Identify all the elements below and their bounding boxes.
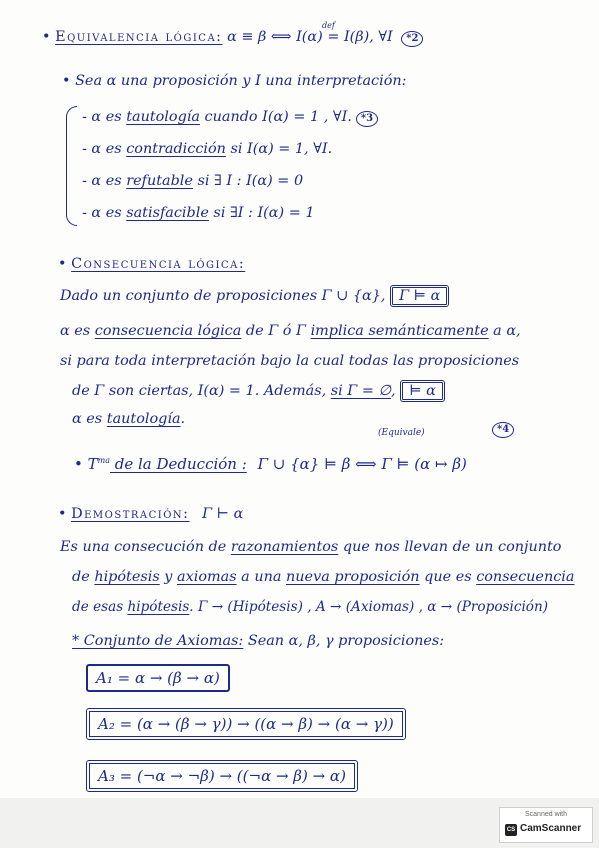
axiom-box: A₂ = (α → (β → γ)) → ((α → β) → (α → γ)) — [86, 708, 406, 740]
demostracion-line-2: de hipótesis y axiomas a una nueva proposición que es consecuencia — [72, 569, 575, 585]
demostracion-heading: • Demostración: Γ ⊢ α — [58, 506, 244, 522]
annotation-mark: *3 — [356, 111, 378, 127]
annotation-mark: *2 — [401, 31, 423, 47]
consecuencia-line-4: de Γ son ciertas, I(α) = 1. Además, si Γ = ∅, ⊨ α — [72, 382, 445, 400]
consecuencia-line-1: Dado un conjunto de proposiciones Γ ∪ {α}, Γ ⊨ α — [60, 287, 449, 305]
consecuencia-line-2: α es consecuencia lógica de Γ ó Γ implica semánticamente a α, — [60, 323, 521, 339]
teorema-line: • $T^{ma}$ de la Deducción : Γ ∪ {α} ⊨ β ⟺ Γ ⊨ (α ↦ β) — [74, 455, 467, 473]
equivalencia-formula: α ≡ β ⟺ I(α) = I(β), ∀I — [227, 29, 393, 45]
boxed-formula: Γ ⊨ α — [390, 285, 449, 307]
camscanner-name: CamScanner — [520, 823, 582, 834]
demostracion-title: Demostración: — [71, 506, 190, 522]
axiomas-heading: * Conjunto de Axiomas: Sean α, β, γ proposiciones: — [72, 633, 445, 649]
consecuencia-line-5: α es tautología. — [72, 411, 186, 427]
interpretacion-intro: • Sea α una proposición y I una interpretación: — [62, 73, 407, 89]
equivalencia-line: • Equivalencia lógica: α ≡ β ⟺ I(α) = I(β), ∀I *2 — [42, 28, 423, 47]
consecuencia-line-3: si para toda interpretación bajo la cual todas las proposiciones — [60, 353, 520, 369]
list-item: - α es tautología cuando I(α) = 1 , ∀I. *3 — [82, 108, 378, 127]
consecuencia-title: Consecuencia lógica: — [71, 256, 246, 272]
def-superscript: def — [322, 21, 335, 30]
equivale-note: (Equivale) — [378, 428, 425, 438]
camscanner-watermark — [499, 807, 593, 843]
list-item: - α es refutable si ∃ I : I(α) = 0 — [82, 173, 304, 189]
list-item: - α es contradicción si I(α) = 1, ∀I. — [82, 141, 333, 157]
camscanner-logo-icon: CS — [505, 824, 517, 836]
axiom-box: A₃ = (¬α → ¬β) → ((¬α → β) → α) — [86, 760, 358, 792]
scanned-caption: Scanned with — [524, 811, 568, 818]
demostracion-line-3: de esas hipótesis. Γ → (Hipótesis) , A → (Axiomas) , α → (Proposición) — [72, 599, 549, 615]
equivalencia-title: Equivalencia lógica: — [55, 29, 223, 45]
consecuencia-heading: • Consecuencia lógica: — [58, 256, 246, 272]
list-item: - α es satisfacible si ∃I : I(α) = 1 — [82, 205, 315, 221]
annotation-mark: *4 — [488, 419, 514, 438]
teorema-formula: Γ ∪ {α} ⊨ β ⟺ Γ ⊨ (α ↦ β) — [257, 455, 467, 473]
brace-bracket — [66, 106, 77, 226]
boxed-formula: ⊨ α — [400, 380, 445, 402]
axiom-box: A₁ = α → (β → α) — [86, 664, 230, 692]
demostracion-line-1: Es una consecución de razonamientos que nos llevan de un conjunto — [60, 539, 562, 555]
